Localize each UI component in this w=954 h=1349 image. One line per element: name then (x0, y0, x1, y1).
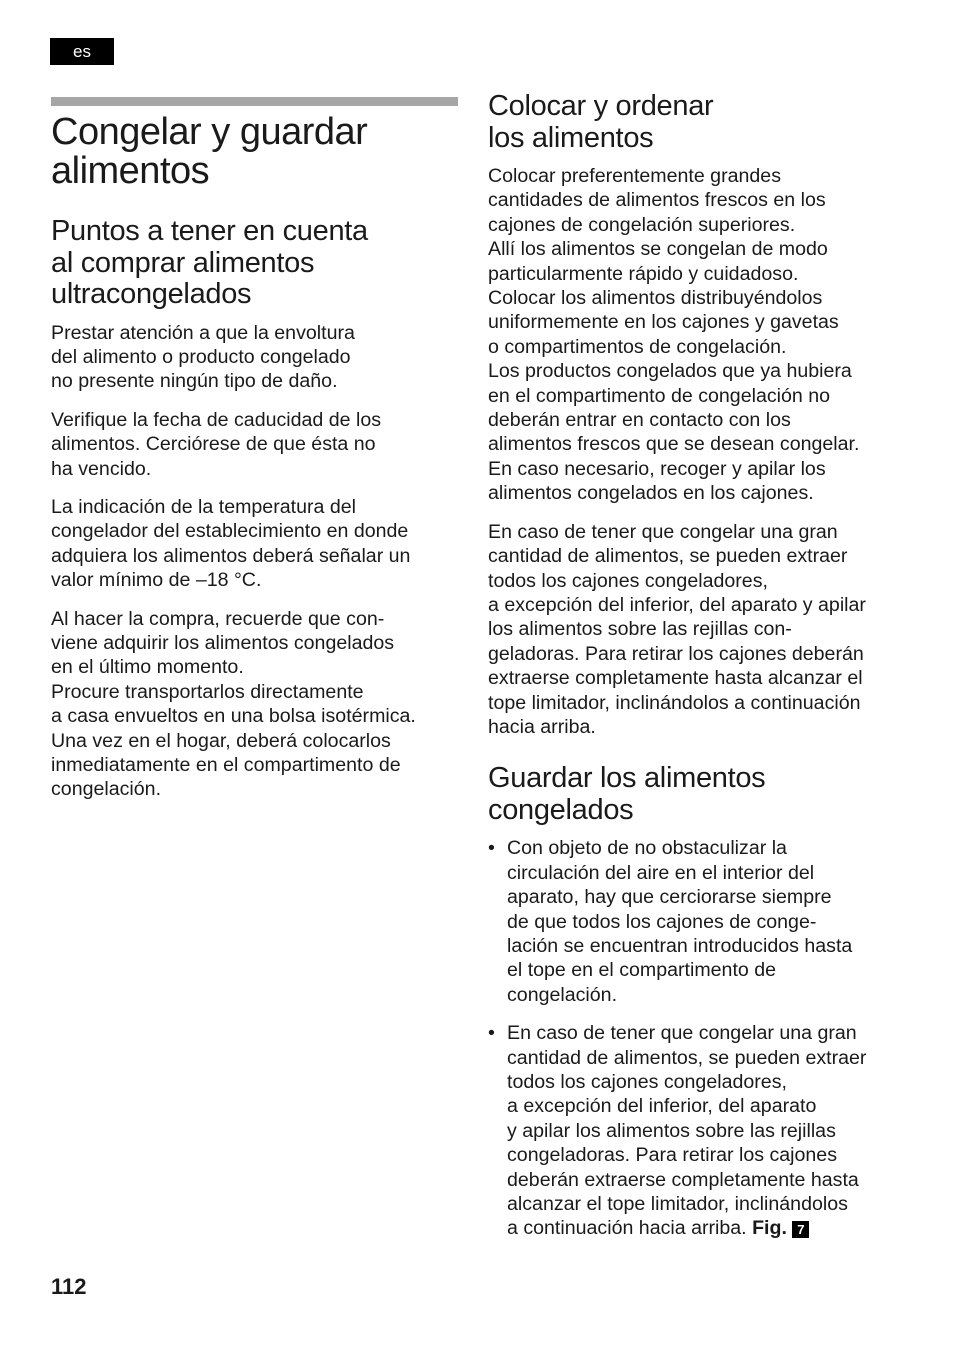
list-item-text: En caso de tener que congelar una gran cantidad de alimentos, se pueden extraer todos los cajones congeladores, a excepción del inferior, del aparato y apilar los alimentos sobre las rejillas congeladoras. Para retirar los cajones deberán extraerse completamente hasta alcanzar el tope limitador, inclinándolos a continuación hacia arriba. (507, 1022, 867, 1240)
language-tab: es (50, 38, 114, 65)
figure-number-badge: 7 (792, 1221, 809, 1238)
section-heading-storing: Guardar los alimentos congelados (488, 762, 766, 826)
paragraph: Colocar preferentemente grandes cantidades de alimentos frescos en los cajones de congelación superiores. Allí los alimentos se congelan de modo particularmente rápido y cuidadoso. Colocar los alimentos distribuyéndolos uniformemente en los cajones y gavetas o compartimentos de congelación. Los productos congelados que ya hubiera en el compartimento de congelación no deberán entrar en contacto con los alimentos frescos que se desean congelar. En caso necesario, recoger y apilar los alimentos congelados en los cajones. (488, 165, 860, 505)
list-item (488, 1021, 918, 1241)
section-rule (51, 97, 458, 106)
paragraph: Prestar atención a que la envoltura del alimento o producto congelado no presente ningún tipo de daño. (51, 321, 355, 393)
section-heading-placing: Colocar y ordenar los alimentos (488, 90, 714, 154)
left-column (51, 113, 466, 816)
bullet-icon: • (488, 1022, 495, 1045)
page-number: 112 (51, 1274, 87, 1299)
list-item (488, 836, 918, 1007)
list-item-text: Con objeto de no obstaculizar la circulación del aire en el interior del aparato, hay que cerciorarse siempre de que todos los cajones de conge- lación se encuentran introducidos hasta el tope en el compartimento de congelación. (507, 837, 853, 1006)
page-title: Congelar y guardar alimentos (51, 111, 368, 192)
paragraph: Verifique la fecha de caducidad de los alimentos. Cerciórese de que ésta no ha vencido. (51, 408, 382, 480)
right-column (488, 91, 918, 1255)
paragraph: Al hacer la compra, recuerde que con- viene adquirir los alimentos congelados en el último momento. Procure transportarlos directamente a casa envueltos en una bolsa isotérmica. Una vez en el hogar, deberá colocarlos inmediatamente en el compartimento de congelación. (51, 607, 416, 801)
bullet-list (488, 836, 918, 1241)
paragraph: En caso de tener que congelar una gran cantidad de alimentos, se pueden extraer todos los cajones congeladores, a excepción del inferior, del aparato y apilar los alimentos sobre las rejillas con- geladoras. Para retirar los cajones deberán extraerse completamente hasta alcanzar el tope limitador, inclinándolos a continuación hacia arriba. (488, 520, 866, 738)
section-heading-buying: Puntos a tener en cuenta al comprar alimentos ultracongelados (51, 215, 368, 310)
figure-reference-label: Fig. (752, 1217, 787, 1240)
bullet-icon: • (488, 837, 495, 860)
paragraph: La indicación de la temperatura del congelador del establecimiento en donde adquiera los alimentos deberá señalar un valor mínimo de –18 °C. (51, 495, 411, 592)
